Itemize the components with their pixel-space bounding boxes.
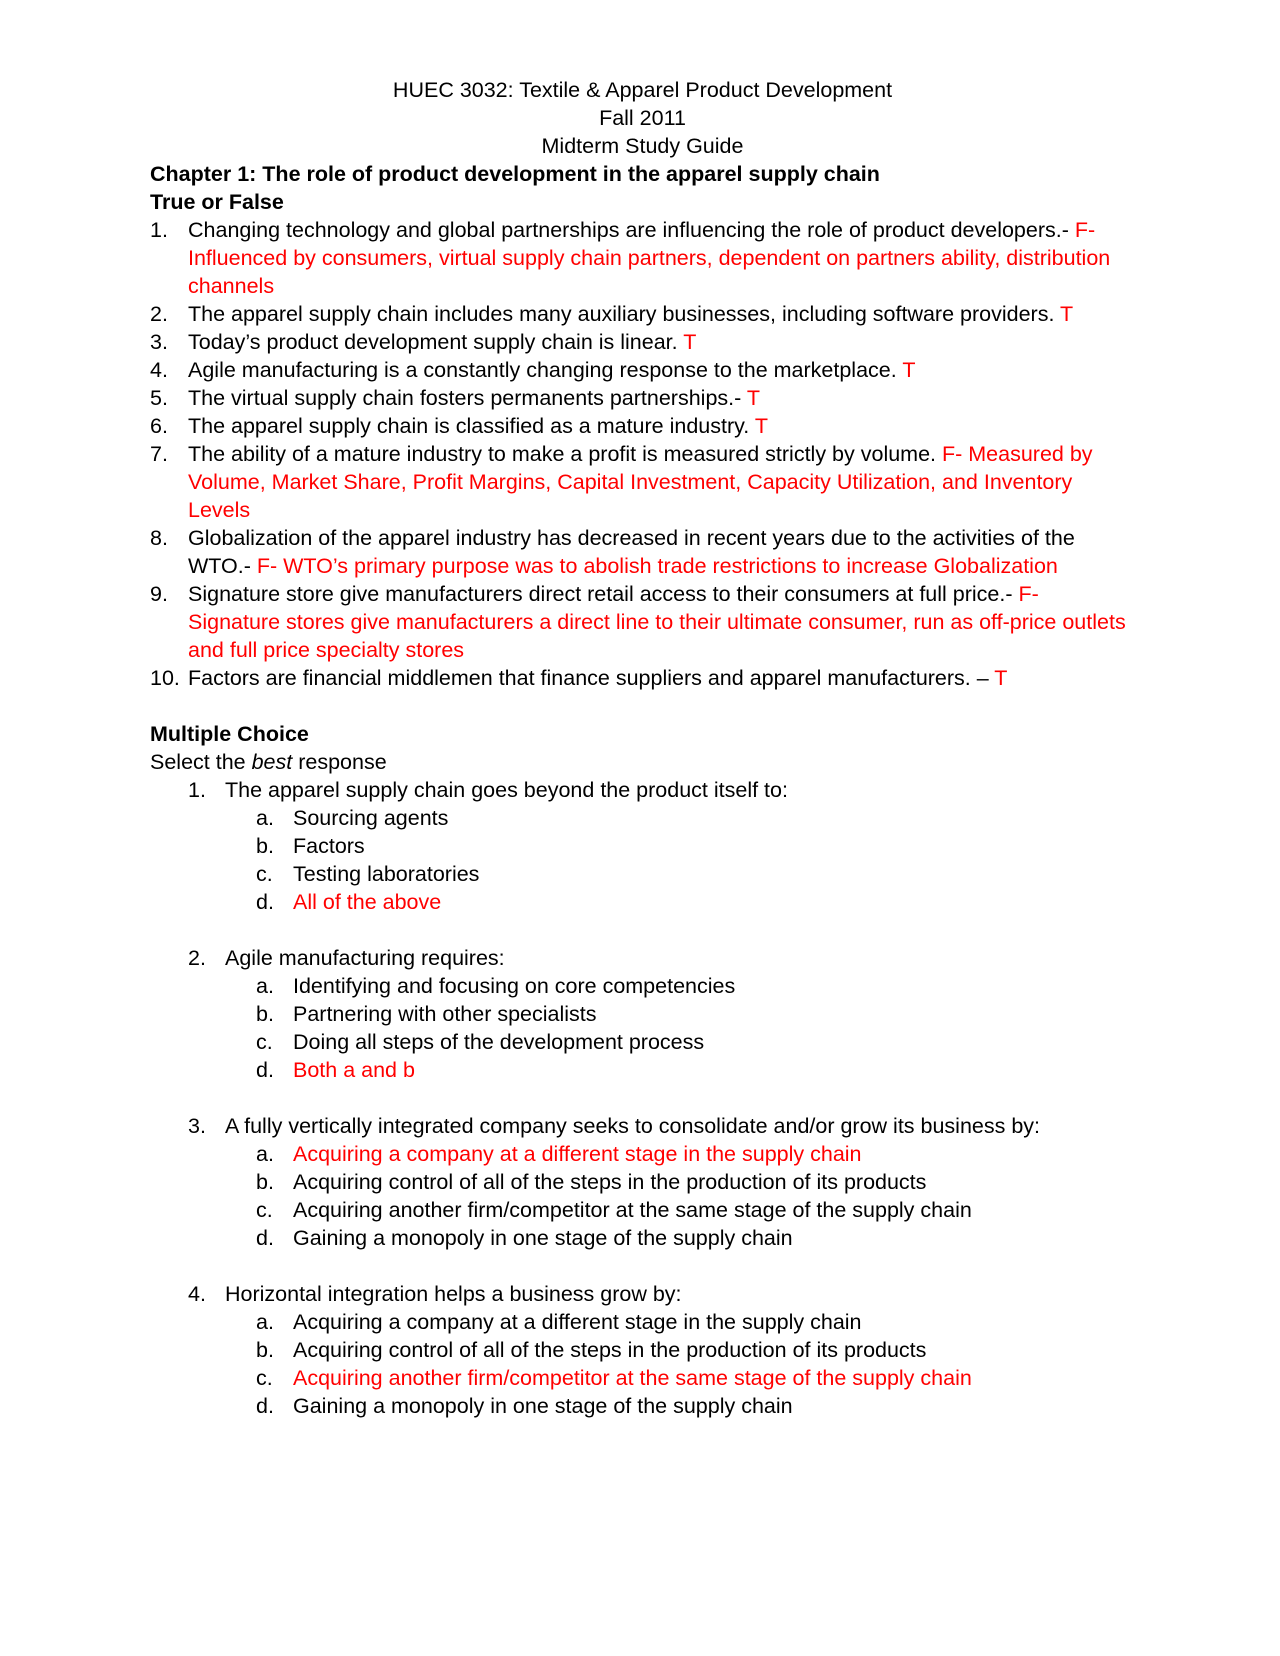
mc-question-line bbox=[150, 1280, 1135, 1308]
course-title: HUEC 3032: Textile & Apparel Product Development bbox=[392, 78, 893, 102]
mc-option-text: Acquiring control of all of the steps in the production of its products bbox=[293, 1170, 927, 1194]
tf-statement: The apparel supply chain includes many auxiliary businesses, including software providers. bbox=[188, 302, 1061, 326]
spacer bbox=[150, 1252, 1135, 1280]
tf-body bbox=[188, 412, 1135, 440]
mc-option bbox=[256, 972, 1135, 1000]
tf-number: 3. bbox=[150, 330, 168, 354]
mc-option-answer bbox=[256, 1364, 1135, 1392]
mc-options bbox=[150, 1140, 1135, 1252]
tf-number: 10. bbox=[150, 666, 180, 690]
chapter-title: Chapter 1: The role of product development in the apparel supply chain bbox=[150, 162, 880, 186]
tf-body bbox=[188, 384, 1135, 412]
mc-question-text: Agile manufacturing requires: bbox=[225, 946, 505, 970]
tf-item bbox=[150, 300, 1135, 328]
tf-body bbox=[188, 300, 1135, 328]
mc-option-letter: c. bbox=[256, 862, 273, 886]
spacer bbox=[150, 692, 1135, 720]
tf-answer: T bbox=[683, 330, 697, 354]
mc-option-letter: a. bbox=[256, 1142, 274, 1166]
mc-option bbox=[256, 832, 1135, 860]
mc-option-letter: a. bbox=[256, 974, 274, 998]
tf-statement: Today’s product development supply chain is linear. bbox=[188, 330, 684, 354]
mc-option bbox=[256, 1336, 1135, 1364]
mc-question-text: The apparel supply chain goes beyond the product itself to: bbox=[225, 778, 788, 802]
tf-number: 9. bbox=[150, 582, 168, 606]
mc-option-text: Identifying and focusing on core competencies bbox=[293, 974, 736, 998]
tf-statement: The virtual supply chain fosters permanents partnerships.- bbox=[188, 386, 747, 410]
tf-item bbox=[150, 664, 1135, 692]
mc-option bbox=[256, 1308, 1135, 1336]
spacer bbox=[150, 1084, 1135, 1112]
mc-option-letter: b. bbox=[256, 1338, 274, 1362]
mc-option-letter: b. bbox=[256, 834, 274, 858]
tf-heading: True or False bbox=[150, 190, 284, 214]
mc-option-text: Gaining a monopoly in one stage of the supply chain bbox=[293, 1394, 793, 1418]
mc-option-text: Both a and b bbox=[293, 1058, 415, 1082]
mc-option-text: Factors bbox=[293, 834, 365, 858]
mc-option-letter: b. bbox=[256, 1170, 274, 1194]
mc-question bbox=[150, 776, 1135, 916]
mc-question bbox=[150, 1112, 1135, 1252]
tf-statement: Factors are financial middlemen that finance suppliers and apparel manufacturers. – bbox=[188, 666, 995, 690]
mc-option-text: Acquiring another firm/competitor at the same stage of the supply chain bbox=[293, 1198, 972, 1222]
mc-option-letter: b. bbox=[256, 1002, 274, 1026]
mc-question bbox=[150, 1280, 1135, 1420]
tf-answer: F- WTO’s primary purpose was to abolish trade restrictions to increase Globalization bbox=[256, 554, 1058, 578]
mc-instruction-post: response bbox=[292, 750, 387, 774]
mc-question bbox=[150, 944, 1135, 1084]
mc-option-text: Acquiring another firm/competitor at the same stage of the supply chain bbox=[293, 1366, 972, 1390]
mc-option-answer bbox=[256, 1056, 1135, 1084]
mc-question-number: 3. bbox=[188, 1114, 206, 1138]
mc-option bbox=[256, 1000, 1135, 1028]
tf-body bbox=[188, 524, 1135, 580]
tf-answer: T bbox=[754, 414, 768, 438]
tf-answer: F- Influenced by consumers, virtual supply chain partners, dependent on partners ability, distribution channels bbox=[188, 218, 1111, 298]
mc-question-line bbox=[150, 944, 1135, 972]
tf-statement: Changing technology and global partnerships are influencing the role of product developers.- bbox=[188, 218, 1075, 242]
tf-item bbox=[150, 524, 1135, 580]
tf-answer: T bbox=[994, 666, 1008, 690]
tf-item bbox=[150, 384, 1135, 412]
tf-item bbox=[150, 356, 1135, 384]
tf-answer: T bbox=[1060, 302, 1074, 326]
tf-number: 8. bbox=[150, 526, 168, 550]
term: Fall 2011 bbox=[599, 106, 686, 130]
mc-option-letter: d. bbox=[256, 1394, 274, 1418]
doc-title: Midterm Study Guide bbox=[541, 134, 744, 158]
tf-body bbox=[188, 216, 1135, 300]
mc-option-text: Testing laboratories bbox=[293, 862, 480, 886]
tf-statement: The ability of a mature industry to make a profit is measured strictly by volume. bbox=[188, 442, 942, 466]
mc-option bbox=[256, 1168, 1135, 1196]
tf-answer: F- Measured by Volume, Market Share, Profit Margins, Capital Investment, Capacity Utilization, and Inventory Levels bbox=[188, 442, 1093, 522]
mc-option-letter: d. bbox=[256, 1058, 274, 1082]
tf-body bbox=[188, 440, 1135, 524]
tf-item bbox=[150, 216, 1135, 300]
mc-option-text: Acquiring a company at a different stage in the supply chain bbox=[293, 1310, 862, 1334]
true-false-list bbox=[150, 216, 1135, 692]
tf-statement: Globalization of the apparel industry has decreased in recent years due to the activities of the WTO.- bbox=[188, 526, 1075, 578]
mc-question-text: Horizontal integration helps a business grow by: bbox=[225, 1282, 682, 1306]
mc-instruction bbox=[150, 748, 1135, 776]
tf-number: 2. bbox=[150, 302, 168, 326]
mc-option-text: Acquiring a company at a different stage in the supply chain bbox=[293, 1142, 862, 1166]
mc-option-text: All of the above bbox=[293, 890, 442, 914]
mc-question-number: 1. bbox=[188, 778, 206, 802]
mc-option-letter: c. bbox=[256, 1030, 273, 1054]
mc-option-letter: c. bbox=[256, 1366, 273, 1390]
mc-question-line bbox=[150, 776, 1135, 804]
mc-option bbox=[256, 860, 1135, 888]
mc-option bbox=[256, 1224, 1135, 1252]
mc-question-text: A fully vertically integrated company seeks to consolidate and/or grow its business by: bbox=[225, 1114, 1041, 1138]
tf-statement: Agile manufacturing is a constantly changing response to the marketplace. bbox=[188, 358, 903, 382]
tf-number: 6. bbox=[150, 414, 168, 438]
document-page bbox=[150, 76, 1135, 1420]
mc-instruction-emphasis: best bbox=[251, 750, 293, 774]
spacer bbox=[150, 916, 1135, 944]
tf-answer: T bbox=[902, 358, 916, 382]
tf-number: 5. bbox=[150, 386, 168, 410]
tf-body bbox=[188, 664, 1135, 692]
tf-item bbox=[150, 412, 1135, 440]
mc-option-text: Sourcing agents bbox=[293, 806, 449, 830]
tf-item bbox=[150, 440, 1135, 524]
mc-option-text: Doing all steps of the development process bbox=[293, 1030, 705, 1054]
mc-option bbox=[256, 1392, 1135, 1420]
mc-heading: Multiple Choice bbox=[150, 722, 309, 746]
mc-option-letter: a. bbox=[256, 1310, 274, 1334]
mc-option-text: Partnering with other specialists bbox=[293, 1002, 597, 1026]
tf-body bbox=[188, 328, 1135, 356]
mc-option bbox=[256, 1028, 1135, 1056]
tf-item bbox=[150, 328, 1135, 356]
mc-option-letter: a. bbox=[256, 806, 274, 830]
mc-option-text: Gaining a monopoly in one stage of the supply chain bbox=[293, 1226, 793, 1250]
mc-question-number: 2. bbox=[188, 946, 206, 970]
tf-statement: Signature store give manufacturers direct retail access to their consumers at full price.- bbox=[188, 582, 1019, 606]
tf-body bbox=[188, 356, 1135, 384]
tf-number: 1. bbox=[150, 218, 168, 242]
mc-option-letter: c. bbox=[256, 1198, 273, 1222]
mc-options bbox=[150, 804, 1135, 916]
mc-option-letter: d. bbox=[256, 890, 274, 914]
tf-answer: T bbox=[746, 386, 761, 410]
tf-number: 7. bbox=[150, 442, 168, 466]
mc-option bbox=[256, 804, 1135, 832]
tf-statement: The apparel supply chain is classified as a mature industry. bbox=[188, 414, 755, 438]
tf-body bbox=[188, 580, 1135, 664]
mc-options bbox=[150, 972, 1135, 1084]
mc-option-text: Acquiring control of all of the steps in the production of its products bbox=[293, 1338, 927, 1362]
tf-item bbox=[150, 580, 1135, 664]
tf-number: 4. bbox=[150, 358, 168, 382]
tf-answer: F- Signature stores give manufacturers a direct line to their ultimate consumer, run as off-price outlets and full price specialty stores bbox=[188, 582, 1126, 662]
mc-question-number: 4. bbox=[188, 1282, 206, 1306]
mc-option-letter: d. bbox=[256, 1226, 274, 1250]
mc-option-answer bbox=[256, 888, 1135, 916]
mc-option bbox=[256, 1196, 1135, 1224]
mc-option-answer bbox=[256, 1140, 1135, 1168]
mc-instruction-pre: Select the bbox=[150, 750, 252, 774]
mc-options bbox=[150, 1308, 1135, 1420]
mc-question-line bbox=[150, 1112, 1135, 1140]
